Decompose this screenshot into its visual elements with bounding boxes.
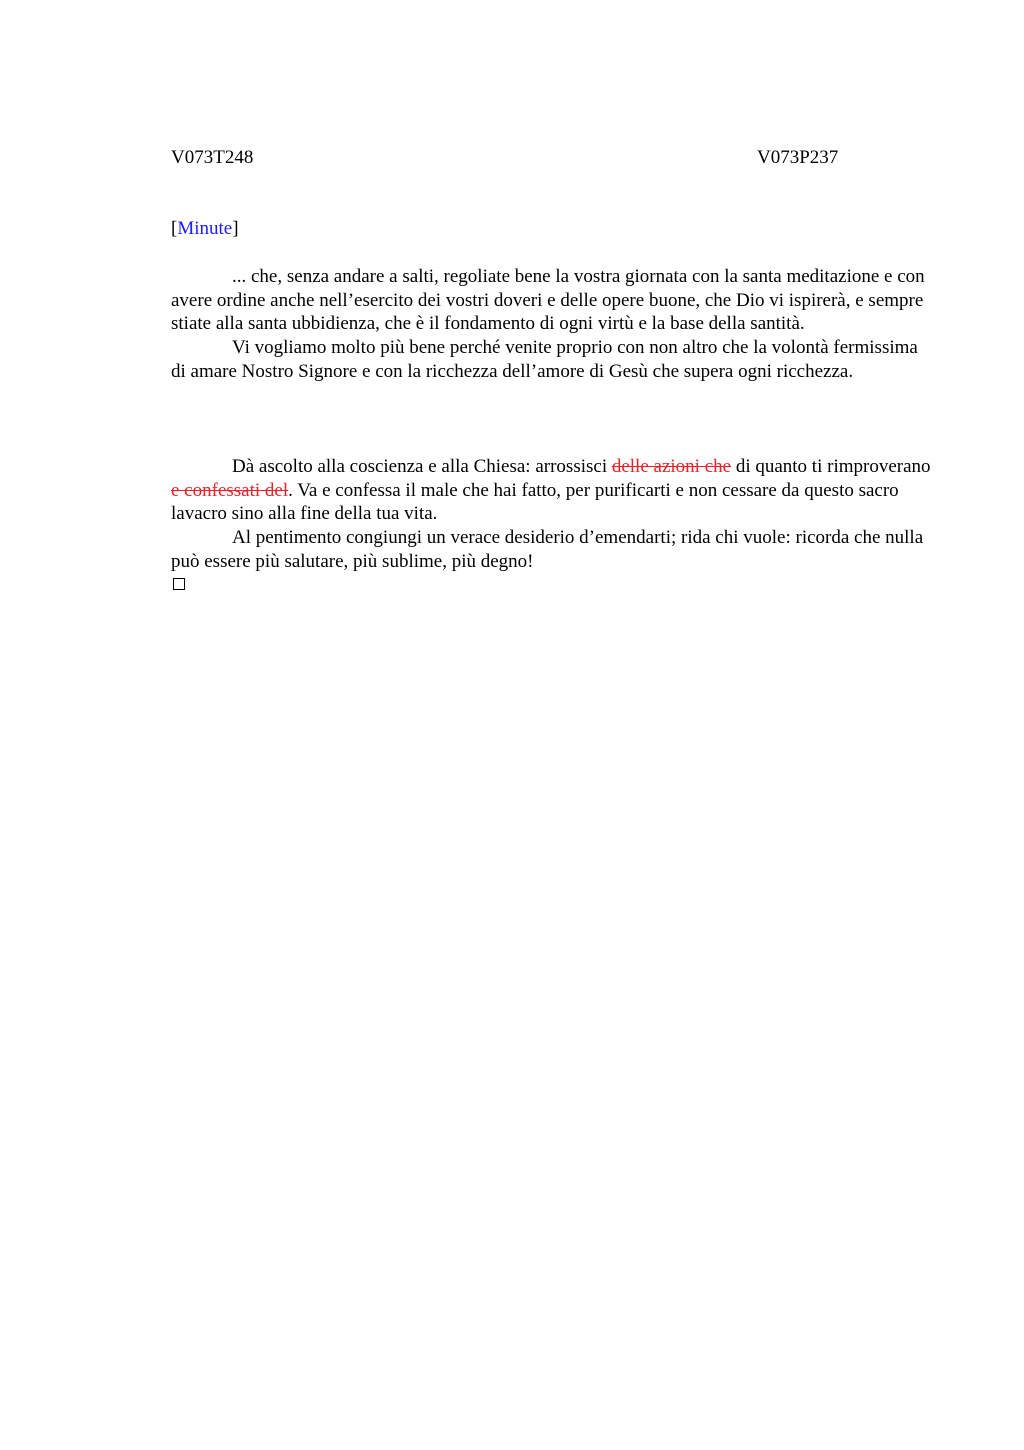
deleted-text: e confessati del bbox=[171, 479, 289, 501]
minute-link[interactable]: Minute bbox=[177, 218, 233, 239]
bracket-close: ] bbox=[232, 218, 239, 239]
text-block-2 bbox=[171, 455, 931, 574]
bracket-open: [ bbox=[171, 218, 178, 239]
document-code-right: V073P237 bbox=[757, 147, 839, 168]
text-run: di quanto ti rimproverano bbox=[731, 456, 931, 477]
paragraph: ... che, senza andare a salti, regoliate bene la vostra giornata con la santa meditazione e con avere ordine anche nell’esercito dei vostri doveri e delle opere buone, che Dio vi ispirerà, e sempre stiate alla santa ubbidienza, che è il fondamento di ogni virtù e la base della santità. bbox=[171, 266, 925, 335]
paragraph bbox=[171, 455, 931, 526]
text-block-1 bbox=[171, 265, 931, 384]
section-label bbox=[171, 217, 239, 241]
deleted-text: delle azioni che bbox=[611, 456, 732, 477]
text-run: Dà ascolto alla coscienza e alla Chiesa: arrossisci bbox=[232, 456, 612, 477]
end-of-text-box-icon bbox=[173, 578, 185, 590]
text-run: . Va e confessa il male che hai fatto, per purificarti e non cessare da questo sacro lavacro sino alla fine della tua vita. bbox=[171, 479, 899, 525]
document-code-left: V073T248 bbox=[171, 147, 254, 168]
paragraph: Vi vogliamo molto più bene perché venite proprio con non altro che la volontà fermissima di amare Nostro Signore e con la ricchezza dell’amore di Gesù che supera ogni ricchezza. bbox=[171, 337, 918, 382]
paragraph: Al pentimento congiungi un verace desiderio d’emendarti; rida chi vuole: ricorda che nulla può essere più salutare, più sublime, più degno! bbox=[171, 527, 924, 572]
